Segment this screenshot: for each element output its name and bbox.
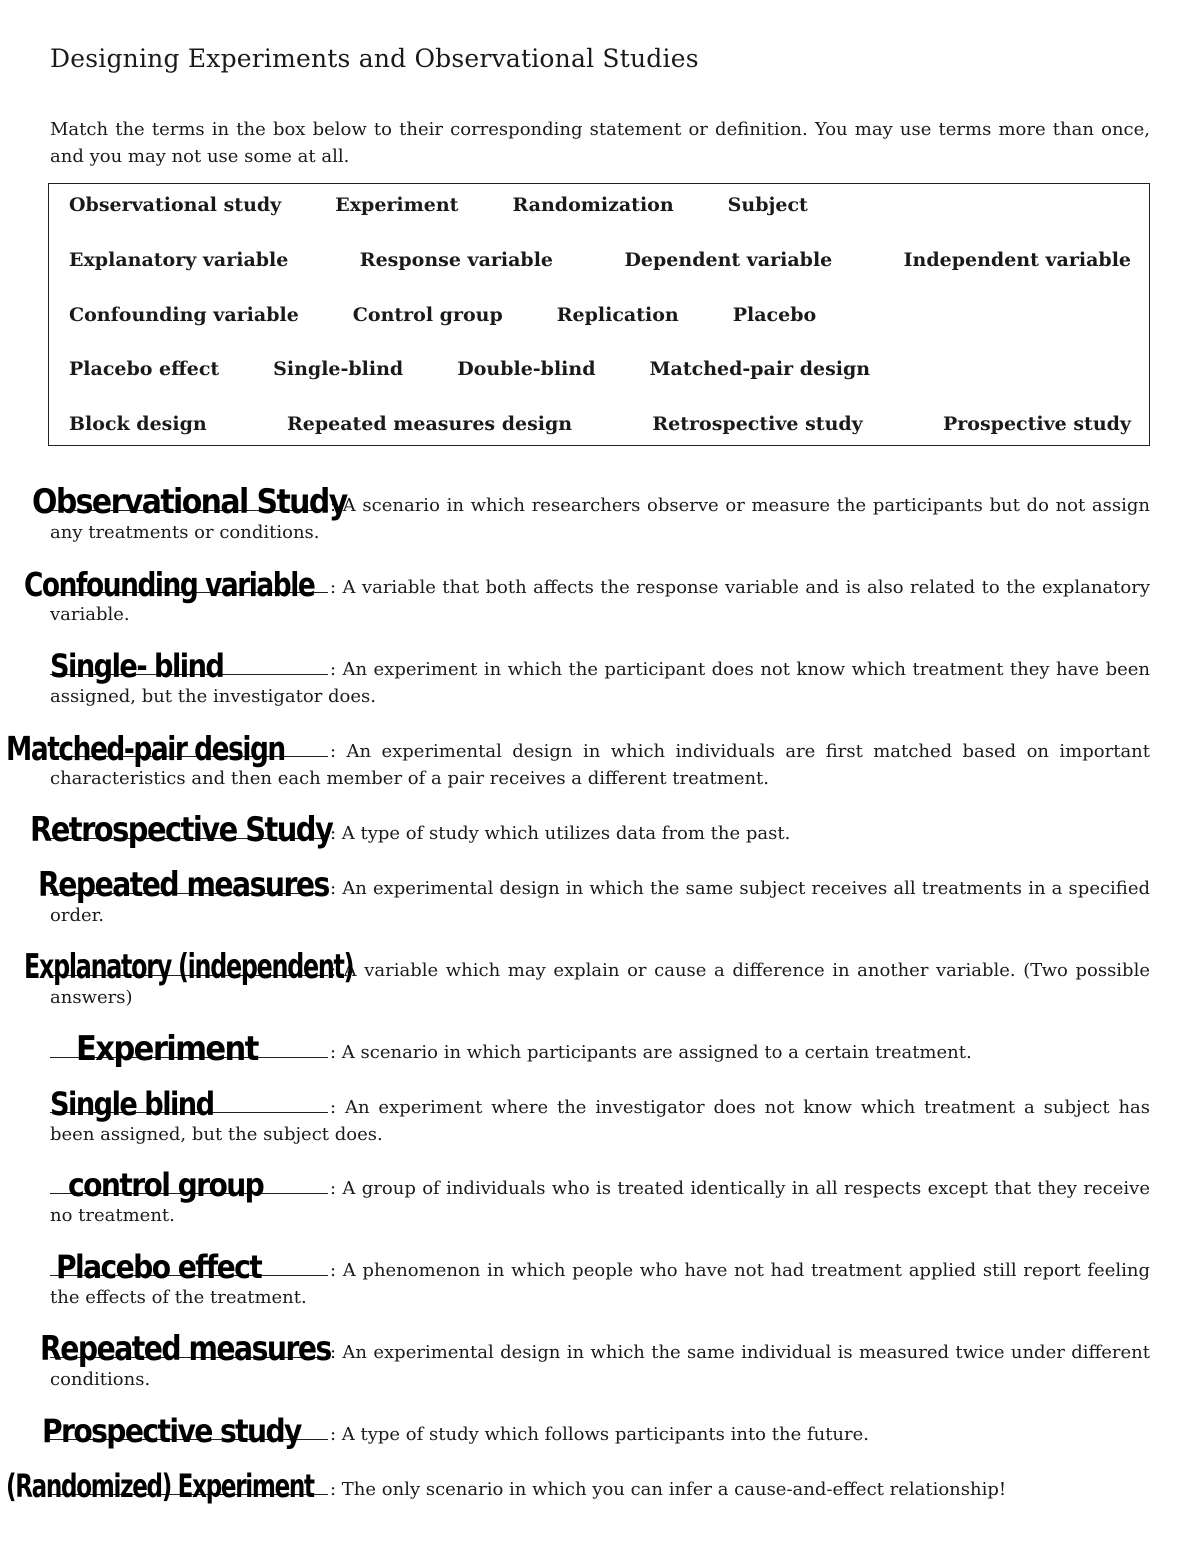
question-text: : An experimental design in which the same subject receives all treatments in a specified order.: [50, 878, 1150, 926]
page-title: Designing Experiments and Observational Studies: [50, 44, 699, 73]
answer-blank[interactable]: [38, 865, 329, 905]
term: Repeated measures design: [286, 413, 573, 435]
term: Placebo effect: [69, 358, 220, 380]
term: Placebo: [732, 304, 817, 326]
question-item: [30, 810, 1150, 850]
question-item: [24, 565, 1150, 628]
answer-blank[interactable]: [50, 1029, 328, 1069]
handwritten-answer: Experiment: [76, 1029, 258, 1069]
question-item: [50, 1029, 1150, 1069]
answer-blank[interactable]: [50, 1166, 328, 1204]
answer-blank[interactable]: [50, 1248, 328, 1286]
answer-blank[interactable]: [40, 1329, 331, 1369]
question-item: [50, 1085, 1150, 1148]
question-text: : A group of individuals who is treated identically in all respects except that they receive no treatment.: [50, 1178, 1150, 1226]
answer-blank[interactable]: [32, 482, 347, 522]
term: Double-blind: [457, 358, 596, 380]
question-text: : A variable that both affects the response variable and is also related to the explanatory variable.: [50, 577, 1150, 625]
answer-blank[interactable]: [24, 947, 354, 987]
question-item: [50, 1248, 1150, 1311]
handwritten-answer: Matched-pair design: [6, 729, 285, 768]
handwritten-answer: control group: [68, 1166, 264, 1204]
term: Explanatory variable: [69, 249, 289, 271]
handwritten-answer: Repeated measures: [40, 1329, 331, 1369]
term-row: [69, 245, 1131, 275]
answer-blank[interactable]: [24, 565, 328, 604]
term: Single-blind: [273, 358, 404, 380]
handwritten-answer: Single blind: [50, 1085, 214, 1123]
answer-blank[interactable]: [6, 1467, 328, 1505]
term-row: [69, 300, 1131, 330]
question-text: : An experimental design in which the same individual is measured twice under different conditions.: [50, 1342, 1150, 1390]
question-item: [32, 482, 1150, 546]
term: Dependent variable: [624, 249, 833, 271]
question-text: : The only scenario in which you can infer a cause-and-effect relationship!: [330, 1479, 1007, 1500]
question-text: : A type of study which follows participants into the future.: [330, 1424, 869, 1445]
term: Replication: [556, 304, 679, 326]
question-item: [6, 1467, 1150, 1505]
question-item: [40, 1329, 1150, 1393]
term-box: [48, 183, 1150, 446]
question-text: : A scenario in which participants are assigned to a certain treatment.: [330, 1042, 972, 1063]
question-item: [50, 1166, 1150, 1229]
term: Experiment: [335, 194, 459, 216]
handwritten-answer: (Randomized) Experiment: [6, 1467, 314, 1505]
term: Control group: [352, 304, 503, 326]
answer-blank[interactable]: [50, 1085, 328, 1123]
question-text: : An experiment where the investigator does not know which treatment a subject has been assigned, but the subject does.: [50, 1097, 1150, 1145]
answer-blank[interactable]: [50, 647, 328, 685]
question-item: [42, 1412, 1150, 1450]
term: Prospective study: [943, 413, 1131, 435]
term: Observational study: [69, 194, 282, 216]
question-text: : A variable which may explain or cause a difference in another variable. (Two possible answers): [50, 960, 1150, 1008]
answer-blank[interactable]: [6, 729, 328, 768]
term-row: [69, 190, 1131, 220]
term: Block design: [69, 413, 207, 435]
term: Retrospective study: [652, 413, 863, 435]
term: Independent variable: [903, 249, 1131, 271]
term: Response variable: [359, 249, 554, 271]
question-text: : An experimental design in which individuals are first matched based on important characteristics and then each member of a pair receives a different treatment.: [50, 741, 1150, 789]
term-row: [69, 409, 1131, 439]
question-text: : A phenomenon in which people who have not had treatment applied still report feeling the effects of the treatment.: [50, 1260, 1150, 1308]
term: Matched-pair design: [649, 358, 871, 380]
answer-blank[interactable]: [42, 1412, 328, 1450]
instructions: Match the terms in the box below to their corresponding statement or definition. You may use terms more than once, and you may not use some at all.: [50, 119, 1150, 167]
handwritten-answer: Single- blind: [50, 647, 224, 685]
handwritten-answer: Prospective study: [42, 1412, 301, 1450]
handwritten-answer: Placebo effect: [56, 1248, 262, 1286]
question-text: : A type of study which utilizes data from the past.: [330, 823, 791, 844]
question-text: : A scenario in which researchers observe or measure the participants but do not assign any treatments or conditions.: [50, 495, 1150, 543]
answer-blank[interactable]: [30, 810, 333, 850]
term: Randomization: [512, 194, 674, 216]
term-row: [69, 354, 1131, 384]
term: Confounding variable: [69, 304, 299, 326]
question-item: [24, 947, 1150, 1011]
handwritten-answer: Retrospective Study: [30, 810, 333, 850]
handwritten-answer: Repeated measures: [38, 865, 329, 905]
term: Subject: [727, 194, 808, 216]
handwritten-answer: Confounding variable: [24, 565, 315, 604]
question-item: [50, 647, 1150, 710]
question-item: [6, 729, 1150, 792]
handwritten-answer: Observational Study: [32, 482, 347, 522]
question-text: : An experiment in which the participant does not know which treatment they have been assigned, but the investigator does.: [50, 659, 1150, 707]
handwritten-answer: Explanatory (independent): [24, 947, 354, 987]
question-item: [38, 865, 1150, 929]
